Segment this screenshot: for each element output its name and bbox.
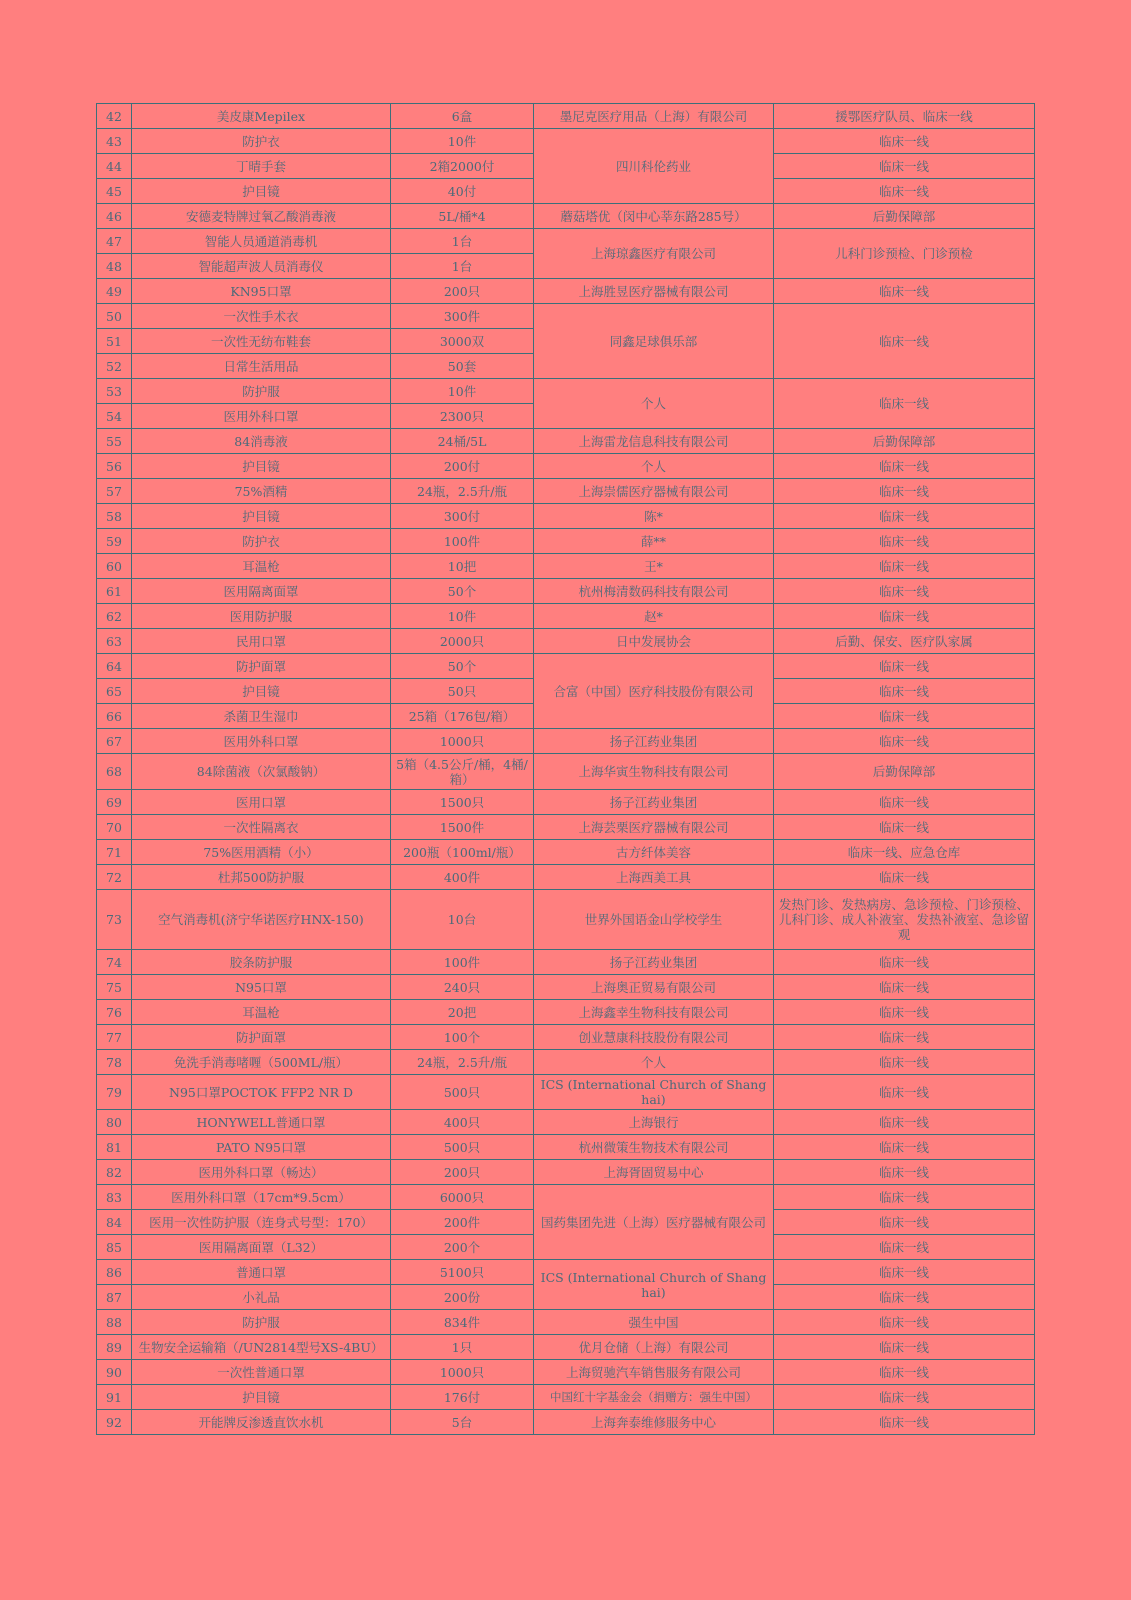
row-number: 90 [97, 1360, 132, 1385]
donor-name: 上海胜昱医疗器械有限公司 [534, 279, 774, 304]
row-number: 86 [97, 1260, 132, 1285]
usage-dept: 临床一线 [774, 179, 1035, 204]
table-row [97, 890, 1035, 950]
donor-name: 上海芸栗医疗器械有限公司 [534, 815, 774, 840]
item-name: 医用外科口罩 [132, 729, 391, 754]
table-row [97, 554, 1035, 579]
item-quantity: 10件 [391, 129, 534, 154]
table-row [97, 629, 1035, 654]
item-name: 护目镜 [132, 679, 391, 704]
item-quantity: 200只 [391, 279, 534, 304]
usage-dept: 发热门诊、发热病房、急诊预检、门诊预检、儿科门诊、成人补液室、发热补液室、急诊留观 [774, 890, 1035, 950]
item-quantity: 40付 [391, 179, 534, 204]
donor-name: 古方纤体美容 [534, 840, 774, 865]
row-number: 43 [97, 129, 132, 154]
row-number: 85 [97, 1235, 132, 1260]
usage-dept: 临床一线 [774, 1410, 1035, 1435]
donor-name: 上海鑫幸生物科技有限公司 [534, 1000, 774, 1025]
usage-dept: 临床一线 [774, 1360, 1035, 1385]
donor-name: 上海崇儒医疗器械有限公司 [534, 479, 774, 504]
item-quantity: 50个 [391, 579, 534, 604]
item-name: 医用外科口罩（畅达） [132, 1160, 391, 1185]
row-number: 61 [97, 579, 132, 604]
usage-dept: 临床一线 [774, 1185, 1035, 1210]
item-quantity: 5箱（4.5公斤/桶，4桶/箱） [391, 754, 534, 790]
usage-dept: 临床一线 [774, 1050, 1035, 1075]
row-number: 70 [97, 815, 132, 840]
row-number: 42 [97, 104, 132, 129]
usage-dept: 儿科门诊预检、门诊预检 [774, 229, 1035, 279]
usage-dept: 后勤保障部 [774, 429, 1035, 454]
donor-name: 个人 [534, 1050, 774, 1075]
usage-dept: 临床一线 [774, 975, 1035, 1000]
table-row [97, 729, 1035, 754]
item-name: 医用口罩 [132, 790, 391, 815]
item-name: 防护面罩 [132, 1025, 391, 1050]
usage-dept: 临床一线 [774, 1160, 1035, 1185]
table-row [97, 1385, 1035, 1410]
row-number: 79 [97, 1075, 132, 1110]
donor-name: 上海银行 [534, 1110, 774, 1135]
row-number: 44 [97, 154, 132, 179]
row-number: 73 [97, 890, 132, 950]
row-number: 82 [97, 1160, 132, 1185]
table-row [97, 1185, 1035, 1210]
item-quantity: 5L/桶*4 [391, 204, 534, 229]
item-name: 护目镜 [132, 179, 391, 204]
item-name: 杀菌卫生湿巾 [132, 704, 391, 729]
item-quantity: 240只 [391, 975, 534, 1000]
row-number: 49 [97, 279, 132, 304]
item-name: 护目镜 [132, 504, 391, 529]
item-name: N95口罩POCTOK FFP2 NR D [132, 1075, 391, 1110]
item-quantity: 2000只 [391, 629, 534, 654]
row-number: 87 [97, 1285, 132, 1310]
item-name: 免洗手消毒啫喱（500ML/瓶） [132, 1050, 391, 1075]
item-name: 安德麦特牌过氧乙酸消毒液 [132, 204, 391, 229]
table-row [97, 1000, 1035, 1025]
item-quantity: 200个 [391, 1235, 534, 1260]
item-name: 一次性隔离衣 [132, 815, 391, 840]
table-row [97, 279, 1035, 304]
item-name: 护目镜 [132, 1385, 391, 1410]
usage-dept: 临床一线、应急仓库 [774, 840, 1035, 865]
usage-dept: 后勤保障部 [774, 204, 1035, 229]
donor-name: ICS (International Church of Shanghai) [534, 1260, 774, 1310]
item-quantity: 300件 [391, 304, 534, 329]
item-quantity: 176付 [391, 1385, 534, 1410]
table-row [97, 129, 1035, 154]
row-number: 59 [97, 529, 132, 554]
table-row [97, 950, 1035, 975]
item-name: 生物安全运输箱（/UN2814型号XS-4BU） [132, 1335, 391, 1360]
item-quantity: 10台 [391, 890, 534, 950]
usage-dept: 临床一线 [774, 1385, 1035, 1410]
item-name: 智能人员通道消毒机 [132, 229, 391, 254]
item-name: 耳温枪 [132, 1000, 391, 1025]
row-number: 83 [97, 1185, 132, 1210]
item-name: 防护服 [132, 1310, 391, 1335]
donor-name: 四川科伦药业 [534, 129, 774, 204]
item-quantity: 50个 [391, 654, 534, 679]
row-number: 51 [97, 329, 132, 354]
table-row [97, 1135, 1035, 1160]
table-row [97, 479, 1035, 504]
usage-dept: 临床一线 [774, 1075, 1035, 1110]
donor-name: 中国红十字基金会（捐赠方：强生中国） [534, 1385, 774, 1410]
usage-dept: 临床一线 [774, 279, 1035, 304]
item-name: 日常生活用品 [132, 354, 391, 379]
usage-dept: 临床一线 [774, 579, 1035, 604]
donor-name: 上海胥固贸易中心 [534, 1160, 774, 1185]
item-quantity: 100个 [391, 1025, 534, 1050]
item-name: 一次性普通口罩 [132, 1360, 391, 1385]
item-quantity: 10件 [391, 379, 534, 404]
item-quantity: 400只 [391, 1110, 534, 1135]
donor-name: 扬子江药业集团 [534, 950, 774, 975]
donor-name: 合富（中国）医疗科技股份有限公司 [534, 654, 774, 729]
donor-name: 世界外国语金山学校学生 [534, 890, 774, 950]
usage-dept: 临床一线 [774, 454, 1035, 479]
row-number: 67 [97, 729, 132, 754]
item-name: 防护衣 [132, 129, 391, 154]
donor-name: 上海奥正贸易有限公司 [534, 975, 774, 1000]
donor-name: 上海雷龙信息科技有限公司 [534, 429, 774, 454]
row-number: 52 [97, 354, 132, 379]
usage-dept: 临床一线 [774, 154, 1035, 179]
usage-dept: 临床一线 [774, 1285, 1035, 1310]
row-number: 48 [97, 254, 132, 279]
donor-name: 上海琼鑫医疗有限公司 [534, 229, 774, 279]
row-number: 92 [97, 1410, 132, 1435]
row-number: 71 [97, 840, 132, 865]
row-number: 50 [97, 304, 132, 329]
table-row [97, 429, 1035, 454]
donor-name: 墨尼克医疗用品（上海）有限公司 [534, 104, 774, 129]
item-quantity: 1500只 [391, 790, 534, 815]
usage-dept: 临床一线 [774, 704, 1035, 729]
row-number: 53 [97, 379, 132, 404]
item-quantity: 200付 [391, 454, 534, 479]
item-name: 75%酒精 [132, 479, 391, 504]
donor-name: 薛** [534, 529, 774, 554]
item-name: 一次性无纺布鞋套 [132, 329, 391, 354]
table-row [97, 379, 1035, 404]
usage-dept: 临床一线 [774, 790, 1035, 815]
table-row [97, 579, 1035, 604]
item-quantity: 24瓶，2.5升/瓶 [391, 1050, 534, 1075]
item-name: 医用隔离面罩（L32） [132, 1235, 391, 1260]
usage-dept: 临床一线 [774, 554, 1035, 579]
usage-dept: 临床一线 [774, 1025, 1035, 1050]
item-quantity: 1台 [391, 229, 534, 254]
row-number: 62 [97, 604, 132, 629]
item-name: 医用外科口罩 [132, 404, 391, 429]
table-row [97, 1075, 1035, 1110]
usage-dept: 临床一线 [774, 529, 1035, 554]
table-row [97, 1025, 1035, 1050]
item-quantity: 200只 [391, 1160, 534, 1185]
item-quantity: 25箱（176包/箱） [391, 704, 534, 729]
item-quantity: 100件 [391, 950, 534, 975]
usage-dept: 临床一线 [774, 604, 1035, 629]
item-quantity: 2300只 [391, 404, 534, 429]
donor-name: 创业慧康科技股份有限公司 [534, 1025, 774, 1050]
donor-name: 个人 [534, 379, 774, 429]
usage-dept: 临床一线 [774, 1000, 1035, 1025]
item-quantity: 100件 [391, 529, 534, 554]
row-number: 66 [97, 704, 132, 729]
table-row [97, 865, 1035, 890]
usage-dept: 临床一线 [774, 304, 1035, 379]
item-quantity: 1500件 [391, 815, 534, 840]
donor-name: 上海奔泰维修服务中心 [534, 1410, 774, 1435]
table-row [97, 1110, 1035, 1135]
donor-name: 上海贸驰汽车销售服务有限公司 [534, 1360, 774, 1385]
donor-name: 个人 [534, 454, 774, 479]
item-quantity: 2箱2000付 [391, 154, 534, 179]
item-name: KN95口罩 [132, 279, 391, 304]
table-row [97, 1050, 1035, 1075]
table-row [97, 1260, 1035, 1285]
item-name: 开能牌反渗透直饮水机 [132, 1410, 391, 1435]
row-number: 75 [97, 975, 132, 1000]
table-row [97, 204, 1035, 229]
usage-dept: 临床一线 [774, 129, 1035, 154]
donor-name: 杭州梅清数码科技有限公司 [534, 579, 774, 604]
donor-name: 杭州微策生物技术有限公司 [534, 1135, 774, 1160]
item-name: 84消毒液 [132, 429, 391, 454]
donor-name: 赵* [534, 604, 774, 629]
row-number: 55 [97, 429, 132, 454]
row-number: 47 [97, 229, 132, 254]
item-name: 医用防护服 [132, 604, 391, 629]
donor-name: 同鑫足球俱乐部 [534, 304, 774, 379]
item-name: 胶条防护服 [132, 950, 391, 975]
item-name: 医用一次性防护服（连身式号型：170） [132, 1210, 391, 1235]
item-quantity: 50只 [391, 679, 534, 704]
item-quantity: 24桶/5L [391, 429, 534, 454]
item-name: 智能超声波人员消毒仪 [132, 254, 391, 279]
usage-dept: 后勤、保安、医疗队家属 [774, 629, 1035, 654]
item-quantity: 400件 [391, 865, 534, 890]
row-number: 74 [97, 950, 132, 975]
item-quantity: 834件 [391, 1310, 534, 1335]
item-quantity: 1台 [391, 254, 534, 279]
item-name: 75%医用酒精（小） [132, 840, 391, 865]
item-name: 民用口罩 [132, 629, 391, 654]
table-row [97, 454, 1035, 479]
row-number: 84 [97, 1210, 132, 1235]
row-number: 76 [97, 1000, 132, 1025]
usage-dept: 临床一线 [774, 654, 1035, 679]
table-row [97, 754, 1035, 790]
item-name: HONYWELL普通口罩 [132, 1110, 391, 1135]
item-quantity: 5100只 [391, 1260, 534, 1285]
row-number: 46 [97, 204, 132, 229]
donor-name: 日中发展协会 [534, 629, 774, 654]
row-number: 60 [97, 554, 132, 579]
table-row [97, 975, 1035, 1000]
donor-name: 扬子江药业集团 [534, 729, 774, 754]
usage-dept: 临床一线 [774, 504, 1035, 529]
row-number: 88 [97, 1310, 132, 1335]
item-quantity: 20把 [391, 1000, 534, 1025]
item-quantity: 10件 [391, 604, 534, 629]
usage-dept: 临床一线 [774, 950, 1035, 975]
item-quantity: 500只 [391, 1135, 534, 1160]
donor-name: ICS (International Church of Shanghai) [534, 1075, 774, 1110]
table-row [97, 790, 1035, 815]
row-number: 56 [97, 454, 132, 479]
table-row [97, 229, 1035, 254]
item-quantity: 50套 [391, 354, 534, 379]
usage-dept: 临床一线 [774, 379, 1035, 429]
item-quantity: 10把 [391, 554, 534, 579]
table-row [97, 815, 1035, 840]
item-name: 美皮康Mepilex [132, 104, 391, 129]
usage-dept: 临床一线 [774, 1335, 1035, 1360]
row-number: 63 [97, 629, 132, 654]
usage-dept: 临床一线 [774, 1210, 1035, 1235]
item-quantity: 24瓶，2.5升/瓶 [391, 479, 534, 504]
donation-table [96, 103, 1035, 1435]
item-quantity: 200件 [391, 1210, 534, 1235]
row-number: 89 [97, 1335, 132, 1360]
usage-dept: 临床一线 [774, 815, 1035, 840]
row-number: 77 [97, 1025, 132, 1050]
item-name: N95口罩 [132, 975, 391, 1000]
table-row [97, 1310, 1035, 1335]
row-number: 58 [97, 504, 132, 529]
item-quantity: 1000只 [391, 729, 534, 754]
row-number: 91 [97, 1385, 132, 1410]
item-name: 防护服 [132, 379, 391, 404]
item-name: 84除菌液（次氯酸钠） [132, 754, 391, 790]
row-number: 57 [97, 479, 132, 504]
item-name: 杜邦500防护服 [132, 865, 391, 890]
table-row [97, 654, 1035, 679]
usage-dept: 临床一线 [774, 1110, 1035, 1135]
item-quantity: 3000双 [391, 329, 534, 354]
table-row [97, 1410, 1035, 1435]
item-quantity: 6000只 [391, 1185, 534, 1210]
table-row [97, 504, 1035, 529]
row-number: 65 [97, 679, 132, 704]
table-row [97, 1335, 1035, 1360]
donor-name: 扬子江药业集团 [534, 790, 774, 815]
usage-dept: 临床一线 [774, 479, 1035, 504]
item-name: 一次性手术衣 [132, 304, 391, 329]
table-row [97, 840, 1035, 865]
item-name: 医用外科口罩（17cm*9.5cm） [132, 1185, 391, 1210]
row-number: 72 [97, 865, 132, 890]
item-name: 护目镜 [132, 454, 391, 479]
usage-dept: 后勤保障部 [774, 754, 1035, 790]
item-quantity: 6盒 [391, 104, 534, 129]
table-row [97, 1360, 1035, 1385]
usage-dept: 临床一线 [774, 679, 1035, 704]
row-number: 78 [97, 1050, 132, 1075]
item-name: 空气消毒机(济宁华诺医疗HNX-150) [132, 890, 391, 950]
row-number: 69 [97, 790, 132, 815]
donor-name: 上海西美工具 [534, 865, 774, 890]
item-name: 防护衣 [132, 529, 391, 554]
item-quantity: 300付 [391, 504, 534, 529]
item-quantity: 500只 [391, 1075, 534, 1110]
row-number: 80 [97, 1110, 132, 1135]
usage-dept: 援鄂医疗队员、临床一线 [774, 104, 1035, 129]
donor-name: 王* [534, 554, 774, 579]
item-quantity: 1只 [391, 1335, 534, 1360]
usage-dept: 临床一线 [774, 1260, 1035, 1285]
table-row [97, 1160, 1035, 1185]
row-number: 45 [97, 179, 132, 204]
table-row [97, 604, 1035, 629]
row-number: 64 [97, 654, 132, 679]
row-number: 54 [97, 404, 132, 429]
item-name: PATO N95口罩 [132, 1135, 391, 1160]
table-row [97, 304, 1035, 329]
item-name: 医用隔离面罩 [132, 579, 391, 604]
usage-dept: 临床一线 [774, 729, 1035, 754]
item-quantity: 1000只 [391, 1360, 534, 1385]
table-row [97, 529, 1035, 554]
item-name: 小礼品 [132, 1285, 391, 1310]
item-name: 耳温枪 [132, 554, 391, 579]
item-quantity: 200份 [391, 1285, 534, 1310]
item-name: 丁晴手套 [132, 154, 391, 179]
donor-name: 强生中国 [534, 1310, 774, 1335]
row-number: 68 [97, 754, 132, 790]
donor-name: 上海华寅生物科技有限公司 [534, 754, 774, 790]
table-row [97, 104, 1035, 129]
item-quantity: 5台 [391, 1410, 534, 1435]
donor-name: 蘑菇塔优（闵中心莘东路285号） [534, 204, 774, 229]
usage-dept: 临床一线 [774, 1310, 1035, 1335]
item-name: 普通口罩 [132, 1260, 391, 1285]
usage-dept: 临床一线 [774, 1135, 1035, 1160]
item-quantity: 200瓶（100ml/瓶） [391, 840, 534, 865]
usage-dept: 临床一线 [774, 1235, 1035, 1260]
usage-dept: 临床一线 [774, 865, 1035, 890]
item-name: 防护面罩 [132, 654, 391, 679]
donor-name: 陈* [534, 504, 774, 529]
donor-name: 国药集团先进（上海）医疗器械有限公司 [534, 1185, 774, 1260]
donor-name: 优月仓储（上海）有限公司 [534, 1335, 774, 1360]
row-number: 81 [97, 1135, 132, 1160]
